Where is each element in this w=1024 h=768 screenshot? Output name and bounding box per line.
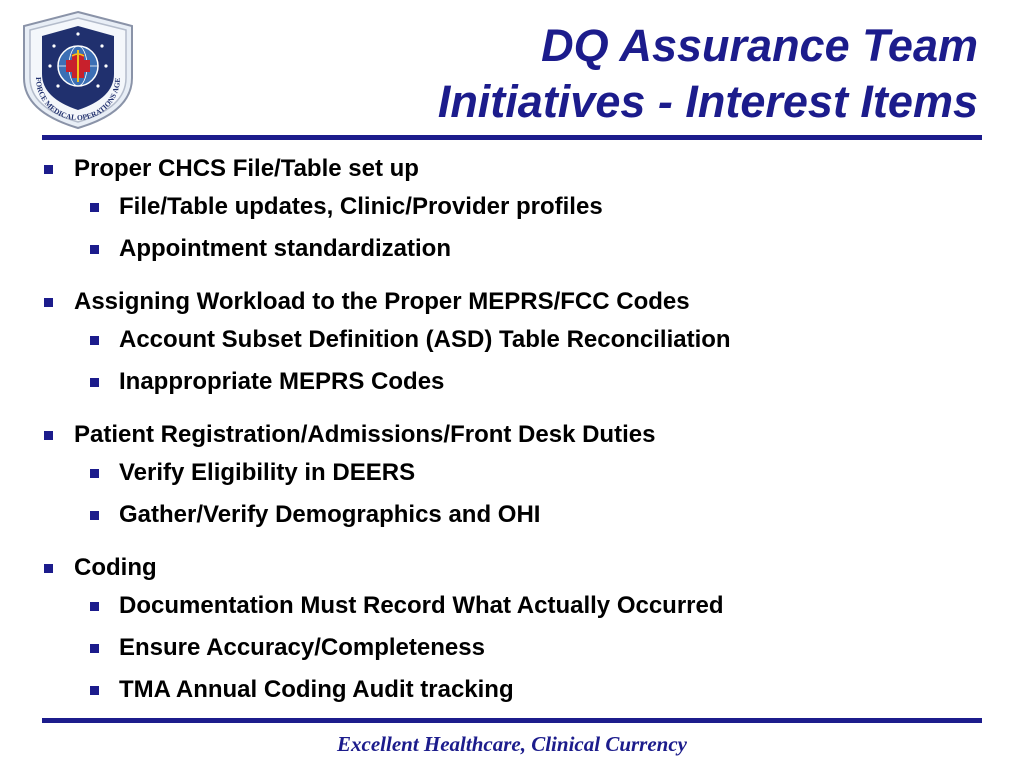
sub-bullet-text: Appointment standardization [119,235,451,262]
footer-tagline: Excellent Healthcare, Clinical Currency [337,732,687,756]
square-bullet-icon [44,165,53,174]
square-bullet-icon [90,378,99,387]
title-line-1: DQ Assurance Team [541,20,978,71]
square-bullet-icon [90,686,99,695]
sub-bullet-item [42,452,982,494]
square-bullet-icon [90,602,99,611]
bullet-item [42,418,982,452]
bullet-text: Assigning Workload to the Proper MEPRS/FCC Codes [74,288,690,315]
sub-bullet-text: Documentation Must Record What Actually Occurred [119,592,724,619]
square-bullet-icon [90,511,99,520]
sub-bullet-text: Ensure Accuracy/Completeness [119,634,485,661]
logo-ring-text: FORCE MEDICAL OPERATIONS AGE [33,76,123,123]
bullet-text: Proper CHCS File/Table set up [74,155,419,182]
sub-bullet-text: Gather/Verify Demographics and OHI [119,501,541,528]
square-bullet-icon [90,644,99,653]
sub-bullet-item [42,228,982,270]
sub-bullet-item [42,627,982,669]
sub-bullet-item [42,669,982,711]
bullet-text: Patient Registration/Admissions/Front Desk Duties [74,421,656,448]
sub-bullet-text: TMA Annual Coding Audit tracking [119,676,514,703]
title-divider [42,135,982,140]
sub-bullet-item [42,361,982,403]
square-bullet-icon [90,245,99,254]
square-bullet-icon [44,564,53,573]
title-line-2: Initiatives - Interest Items [437,76,978,127]
sub-bullet-item [42,186,982,228]
sub-bullet-item [42,494,982,536]
bullet-text: Coding [74,554,157,581]
sub-bullet-text: Account Subset Definition (ASD) Table Reconciliation [119,326,731,353]
bullet-item [42,152,982,186]
bullet-item [42,551,982,585]
bullet-item [42,285,982,319]
square-bullet-icon [90,336,99,345]
square-bullet-icon [44,431,53,440]
sub-bullet-item [42,585,982,627]
slide-title [278,18,978,130]
sub-bullet-text: Inappropriate MEPRS Codes [119,368,445,395]
square-bullet-icon [44,298,53,307]
sub-bullet-text: Verify Eligibility in DEERS [119,459,416,486]
sub-bullet-item [42,319,982,361]
square-bullet-icon [90,203,99,212]
footer-divider [42,718,982,723]
square-bullet-icon [90,469,99,478]
bullet-list [42,152,982,711]
sub-bullet-text: File/Table updates, Clinic/Provider profiles [119,193,603,220]
afmoa-shield-icon [14,8,142,132]
